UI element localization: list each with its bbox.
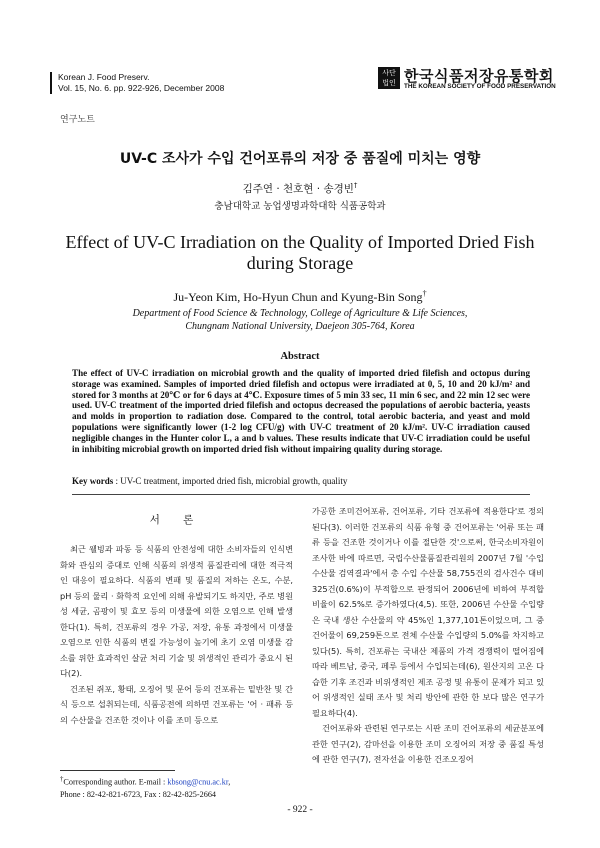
journal-ref-line2: Vol. 15, No. 6. pp. 922-926, December 2008: [58, 83, 225, 93]
logo-mark-line1: 사단: [382, 69, 396, 77]
keywords-label: Key words: [72, 476, 114, 486]
authors-korean-names: 김주연 · 천호현 · 송경빈: [242, 183, 354, 195]
body-paragraph: 최근 웰빙과 파동 등 식품의 안전성에 대한 소비자들의 인식변화와 관심의 증대로 인해 식품의 위생적 품질관리에 대한 적극적인 대응이 필요하다. 식품의 변패 및 품질의 저하는 온도, 수분, pH 등의 물리 · 화학적 요인에 의해 유발되기도 하지만, 주로 병원성 세균, 곰팡이 및 효모 등의 미생물에 의한 오염으로 인해 발생한다(1). 특히, 건포류의 경우 가공, 저장, 유통 과정에서 미생물 오염으로 인한 식품의 변질 가능성이 높기에 초기 오염 미생물 감소를 위한 효과적인 살균 처리 기술 및 위생적인 관리가 중요시 된다(2).: [60, 544, 293, 678]
affiliation-english-line2: Chungnam National University, Daejeon 305-764, Korea: [185, 321, 415, 332]
footnote-rule: [60, 770, 175, 771]
society-name-en: THE KOREAN SOCIETY OF FOOD PRESERVATION: [404, 83, 556, 90]
section-heading-introduction: 서 론: [149, 514, 204, 526]
footnote-comma: ,: [228, 777, 231, 787]
body-column-right: [312, 504, 544, 768]
body-paragraph: 가공한 조미건어포류, 건어포류, 기타 건포류에 적용한다'로 정의된다(3). 이러한 건포류의 식품 유형 중 건어포류는 '어류 또는 패류 등을 건조한 것이거나 이를 절단한 것'으로써, 한국소비자원이 조사한 바에 따르면, 국립수산물품질관리원의 2007년 7월 '수입수산물 검역결과'에서 총 수입 수산물 58,755건의 검사건수 대비 325건(0.6%)이 부적합으로 판정되어 2006년에 비하여 부적합 비율이 62.5%로 증가하였다(4,5). 또한, 2006년 수산물 수입량은 국내 생산 수산물의 약 45%인 1,377,101톤이었으며, 그 중 건어물이 69,259톤으로 전체 수산물 수입량의 5.0%를 차지하고 있다(5). 특히, 건포류는 국내산 제품의 가격 경쟁력이 떨어짐에 따라 베트남, 중국, 페루 등에서 수입되는데(6), 원산지의 고온 다습한 기후 조건과 비위생적인 제조 공정 및 유통이 문제가 되고 있어 위생적인 실태 조사 및 처리 방안에 관한 한 보다 많은 연구가 필요하다(4).: [312, 506, 544, 718]
body-paragraph: 건어포류와 관련된 연구로는 시판 조미 건어포류의 세균분포에 관한 연구(2), 감마선을 이용한 조미 오징어의 저장 중 품질 특성에 관한 연구(7), 전자선을 이용한 건조오징어: [312, 723, 544, 764]
footnote-mark: †: [60, 776, 64, 783]
society-logo: [378, 66, 556, 94]
email-link[interactable]: kbsong@cnu.ac.kr: [167, 777, 229, 787]
keywords-separator: :: [113, 476, 121, 486]
affiliation-english-line1: Department of Food Science & Technology, College of Agriculture & Life Sciences,: [132, 308, 468, 319]
footnote-line1: [60, 774, 300, 789]
keywords-rule: [72, 494, 530, 495]
body-column-left: [60, 542, 293, 728]
corresponding-mark-kr: †: [353, 181, 358, 190]
page-number: - 922 -: [287, 805, 313, 815]
logo-mark-line2: 법인: [382, 79, 396, 87]
affiliation-korean: 충남대학교 농업생명과학대학 식품공학과: [214, 201, 386, 212]
affiliation-english: [0, 307, 600, 333]
footnote-label: Corresponding author. E-mail :: [63, 777, 168, 787]
corresponding-mark-en: †: [422, 289, 427, 298]
title-korean: UV-C 조사가 수입 건어포류의 저장 중 품질에 미치는 영향: [119, 151, 481, 167]
abstract-text: The effect of UV-C irradiation on microbial growth and the quality of imported dried filefish and octopus during storage was examined. Samples of imported dried filefish and octopus were irradiated at 0, 5, 10 and 20 kJ/m² and stored for 3 months at 20℃ or for 6 days at 4℃. Exposure times of 5 min 33 sec, 11 min 6 sec, and 22 min 12 sec were used. UV-C treatment of the imported dried filefish and octopus decreased the populations of aerobic bacteria, yeasts and molds in proportion to radiation dose. Compared to the control, total aerobic bacteria, and yeast and mold populations were significantly lower (1-2 log CFU/g) with UV-C treatment of 20 kJ/m². UV-C irradiation caused negligible changes in the Hunter color L, a and b values. These results indicate that UV-C irradiation could be useful in inhibiting microbial growth on imported dried fish without impairing quality during storage.: [72, 368, 530, 454]
authors-english-names: Ju-Yeon Kim, Ho-Hyun Chun and Kyung-Bin Song: [173, 290, 423, 304]
journal-ref-line1: Korean J. Food Preserv.: [58, 72, 150, 82]
title-english: Effect of UV-C Irradiation on the Quality of Imported Dried Fish during Storage: [65, 232, 535, 273]
authors-english: [0, 289, 600, 305]
keywords: [72, 476, 530, 486]
keywords-text: UV-C treatment, imported dried fish, microbial growth, quality: [120, 476, 348, 486]
footnote-line2: Phone : 82-42-821-6723, Fax : 82-42-825-2664: [60, 789, 217, 799]
authors-korean: [0, 181, 600, 196]
society-name-kr: 한국식품저장유통학회: [404, 67, 554, 85]
journal-reference: [58, 72, 224, 94]
society-logo-mark: [378, 67, 400, 89]
footnote: [60, 774, 300, 801]
body-paragraph: 건조된 쥐포, 황태, 오징어 및 문어 등의 건포류는 밑반찬 및 간식 등으로 섭취되는데, 식품공전에 의하면 건포류는 '어 · 패류 등의 수산물을 건조한 것이나 이를 조미 등으로: [60, 683, 293, 725]
article-type-label: 연구노트: [60, 115, 95, 125]
abstract-heading: Abstract: [280, 351, 320, 362]
journal-ref-bar: [50, 72, 52, 94]
